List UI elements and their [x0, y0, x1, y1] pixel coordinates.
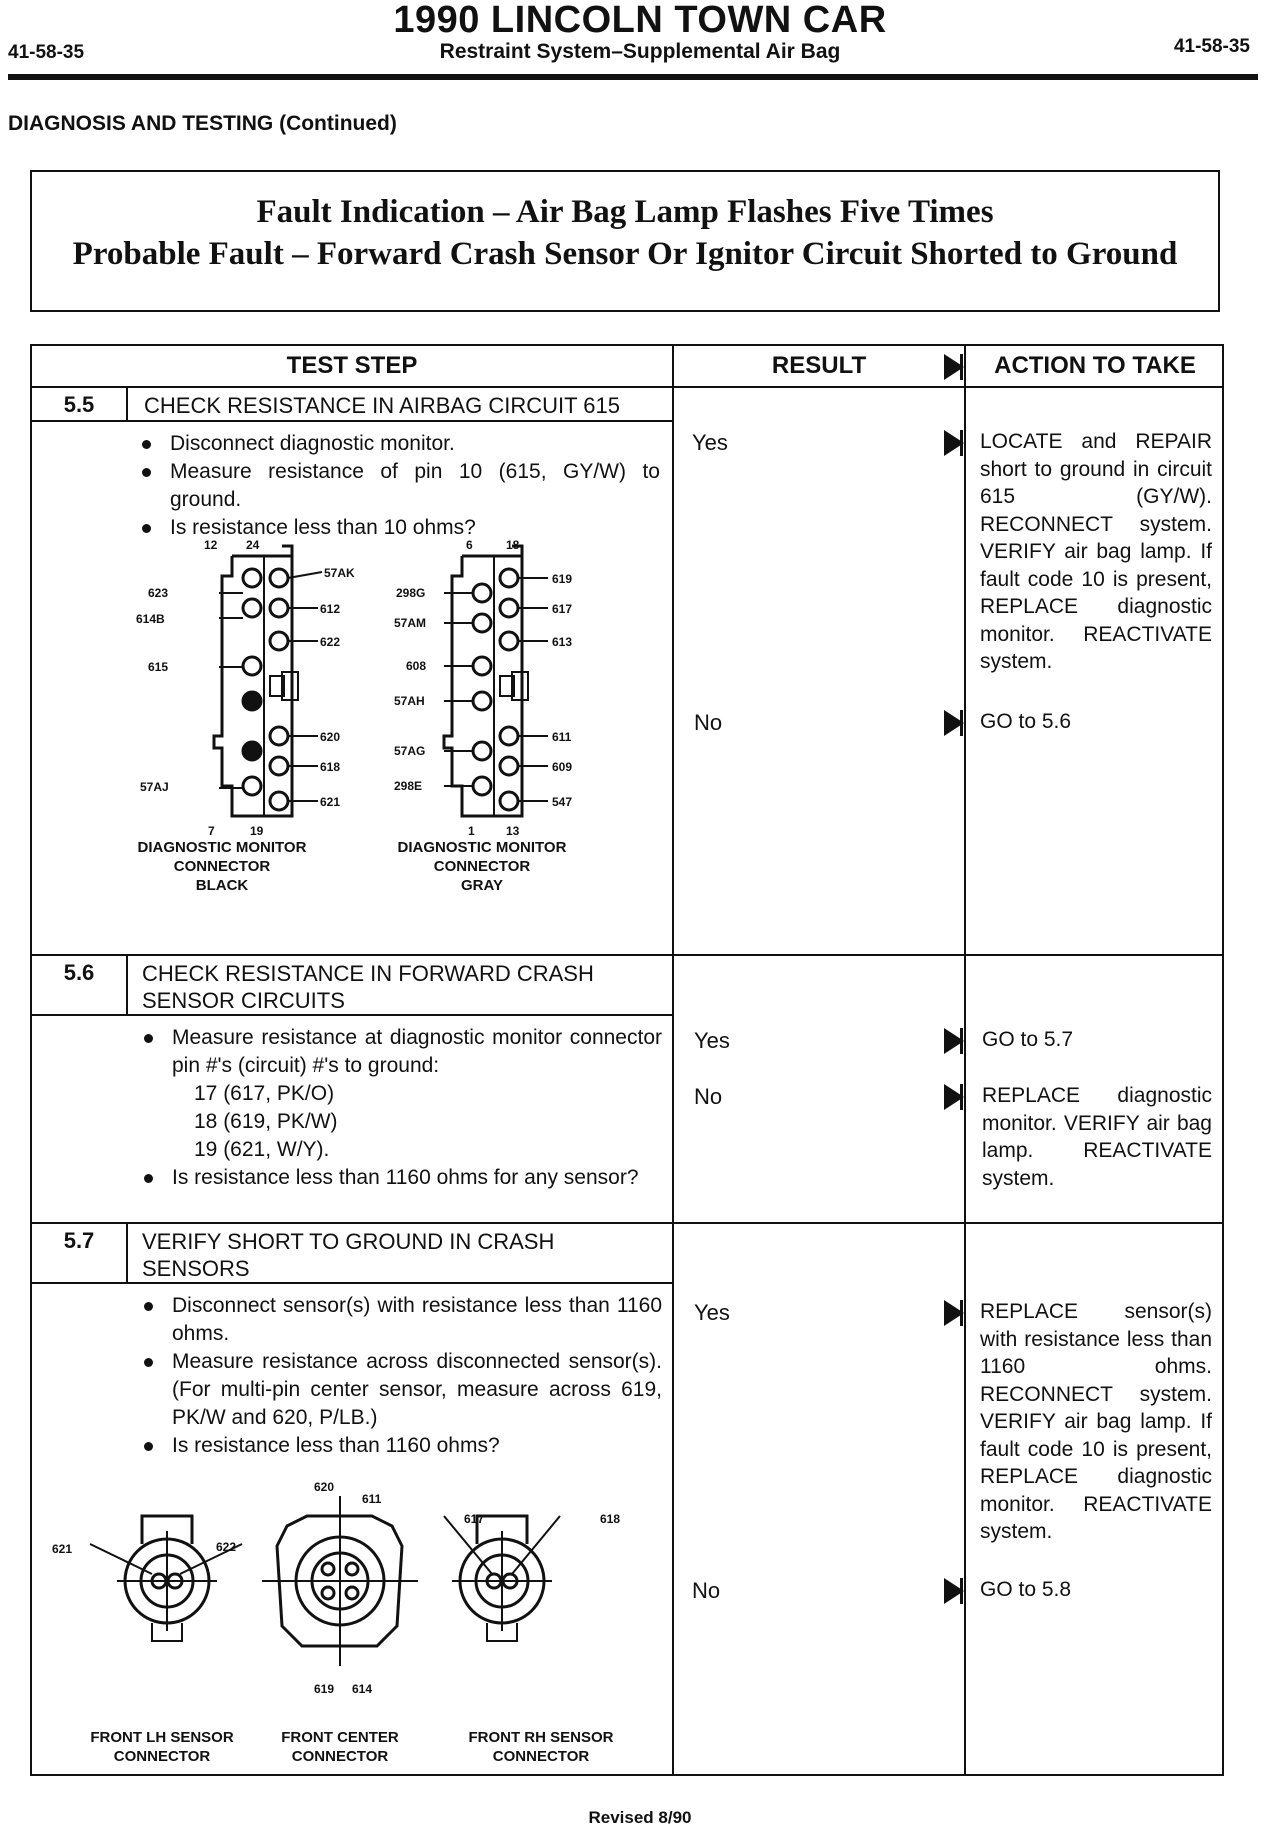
step-5-5-bullets [132, 430, 660, 542]
wire-label: 612 [320, 602, 341, 616]
wire-label: 622 [320, 635, 341, 649]
black-connector-label: DIAGNOSTIC MONITOR CONNECTOR BLACK [137, 839, 307, 894]
result-yes: Yes [694, 1300, 730, 1325]
wire-label: 57AM [394, 616, 427, 630]
sensor-connectors-diagram [72, 1486, 652, 1696]
gray-connector-drawing [444, 546, 548, 816]
step-5-6-number: 5.6 [63, 960, 95, 985]
step-5-7-bullets [134, 1292, 662, 1460]
step-5-5-bullet: Measure resistance of pin 10 (615, GY/W) to ground. [132, 458, 660, 514]
pin-number: 24 [246, 538, 260, 552]
front-lh-sensor-drawing [90, 1516, 242, 1641]
step-5-5-bullet: Disconnect diagnostic monitor. [132, 430, 660, 458]
test-table [30, 344, 1224, 1776]
page-code-left: 41-58-35 [8, 42, 85, 63]
fault-box [30, 170, 1220, 312]
wire-label: 57AH [394, 694, 425, 708]
page-title: 1990 LINCOLN TOWN CAR [393, 0, 887, 41]
header-rule [8, 74, 1258, 80]
header-arrow-bar [960, 354, 963, 380]
front-rh-sensor-label: FRONT RH SENSOR CONNECTOR [468, 1729, 614, 1765]
arrow-bar [960, 710, 963, 736]
probable-fault: Probable Fault – Forward Crash Sensor Or Ignitor Circuit Shorted to Ground [72, 236, 1178, 272]
action-text: LOCATE and REPAIR short to ground in circuit 615 (GY/W). RECONNECT system. VERIFY air bag lamp. If fault code 10 is present, REPLACE diagnostic monitor. REACTIVATE system. [980, 430, 1212, 673]
col-divider-2 [964, 346, 966, 1774]
step-5-6-bullet: Measure resistance at diagnostic monitor connector pin #'s (circuit) #'s to ground: [134, 1024, 662, 1080]
wire-label: 547 [552, 795, 573, 809]
wire-label: 621 [320, 795, 341, 809]
wire-label: 623 [148, 586, 169, 600]
col-header-result: RESULT [771, 352, 867, 379]
step-5-7-bullet: Measure resistance across disconnected sensor(s). (For multi-pin center sensor, measure across 619, PK/W and 620, P/LB.) [134, 1348, 662, 1432]
page-code-right: 41-58-35 [1173, 36, 1250, 57]
wire-label: 620 [314, 1480, 335, 1494]
page-subtitle: Restraint System–Supplemental Air Bag [439, 40, 841, 63]
arrow-bar [960, 1028, 963, 1054]
action-text: GO to 5.6 [980, 710, 1072, 733]
wire-label: 617 [464, 1512, 485, 1526]
step-5-6-subitem: 19 (621, W/Y). [194, 1138, 330, 1161]
action-text: REPLACE sensor(s) with resistance less than 1160 ohms. RECONNECT system. VERIFY air bag lamp. If fault code 10 is present, REPLACE diagnostic monitor. REACTIVATE system. [980, 1300, 1212, 1543]
step-5-6-subitem: 17 (617, PK/O) [194, 1082, 335, 1105]
wire-label: 614B [136, 612, 165, 626]
pin-number: 7 [208, 824, 215, 838]
wire-label: 613 [552, 635, 573, 649]
step-5-5-bottom-rule [32, 954, 1224, 956]
front-rh-sensor-drawing [444, 1516, 560, 1641]
wire-label: 609 [552, 760, 573, 774]
wire-label: 298G [396, 586, 426, 600]
front-center-sensor-drawing [262, 1496, 418, 1666]
black-connector-drawing [214, 546, 322, 816]
action-text: GO to 5.8 [980, 1578, 1072, 1601]
wire-label: 615 [148, 660, 169, 674]
fault-indication: Fault Indication – Air Bag Lamp Flashes Five Times [256, 194, 994, 230]
step-5-5-bullet: Is resistance less than 10 ohms? [132, 514, 660, 542]
action-text: REPLACE diagnostic monitor. VERIFY air bag lamp. REACTIVATE system. [982, 1084, 1212, 1190]
step-5-6-title: CHECK RESISTANCE IN FORWARD CRASH SENSOR CIRCUITS [142, 961, 594, 1013]
wire-label: 611 [552, 730, 572, 744]
step-5-7-bullet: Is resistance less than 1160 ohms? [134, 1432, 662, 1460]
step-5-6-bottom-rule [32, 1222, 1224, 1224]
step-5-5-num-divider [126, 386, 128, 422]
step-5-5-title-rule [32, 420, 672, 422]
arrow-bar [960, 1084, 963, 1110]
wire-label: 57AJ [140, 780, 169, 794]
step-5-5-number: 5.5 [63, 392, 95, 417]
diagnostic-monitor-connectors-diagram [122, 536, 642, 876]
arrow-bar [960, 1578, 963, 1604]
arrow-bar [960, 430, 963, 456]
step-5-7-num-divider [126, 1222, 128, 1284]
pin-number: 12 [204, 538, 218, 552]
section-heading: DIAGNOSIS AND TESTING (Continued) [8, 112, 397, 135]
result-no: No [692, 1578, 721, 1603]
step-5-6-subitem: 18 (619, PK/W) [194, 1110, 338, 1133]
step-5-7-title-rule [32, 1282, 672, 1284]
col-header-test-step: TEST STEP [286, 352, 418, 379]
wire-label: 622 [216, 1540, 237, 1554]
step-5-7-title: VERIFY SHORT TO GROUND IN CRASH SENSORS [142, 1229, 555, 1281]
step-5-5-title: CHECK RESISTANCE IN AIRBAG CIRCUIT 615 [144, 393, 620, 418]
step-5-6-num-divider [126, 954, 128, 1016]
wire-label: 614 [352, 1682, 373, 1696]
pin-number: 13 [506, 824, 520, 838]
result-yes: Yes [694, 1028, 730, 1053]
step-5-6-bullet: Is resistance less than 1160 ohms for any sensor? [134, 1164, 662, 1192]
wire-label: 611 [362, 1492, 382, 1506]
action-text: GO to 5.7 [982, 1028, 1074, 1051]
step-5-6-bullets [134, 1024, 662, 1192]
wire-label: 619 [314, 1682, 335, 1696]
col-header-action: ACTION TO TAKE [994, 352, 1196, 379]
result-no: No [694, 710, 723, 735]
front-lh-sensor-label: FRONT LH SENSOR CONNECTOR [90, 1729, 234, 1765]
pin-number: 1 [468, 824, 475, 838]
front-center-sensor-label: FRONT CENTER CONNECTOR [281, 1729, 399, 1765]
result-yes: Yes [692, 430, 728, 455]
pin-number: 18 [506, 538, 520, 552]
step-5-7-bullet: Disconnect sensor(s) with resistance less than 1160 ohms. [134, 1292, 662, 1348]
wire-label: 621 [52, 1542, 73, 1556]
wire-label: 618 [600, 1512, 621, 1526]
wire-label: 57AK [324, 566, 355, 580]
header-rule-bottom [32, 386, 1224, 388]
gray-connector-label: DIAGNOSTIC MONITOR CONNECTOR GRAY [397, 839, 567, 894]
wire-label: 608 [406, 659, 427, 673]
wire-label: 617 [552, 602, 573, 616]
col-divider-1 [672, 346, 674, 1774]
pin-number: 6 [466, 538, 473, 552]
step-5-6-title-rule [32, 1014, 672, 1016]
wire-label: 619 [552, 572, 573, 586]
step-5-7-number: 5.7 [63, 1228, 95, 1253]
pin-number: 19 [250, 824, 264, 838]
arrow-bar [960, 1300, 963, 1326]
wire-label: 57AG [394, 744, 426, 758]
wire-label: 620 [320, 730, 341, 744]
wire-label: 618 [320, 760, 341, 774]
footer-revision: Revised 8/90 [588, 1808, 692, 1827]
wire-label: 298E [394, 779, 423, 793]
result-no: No [694, 1084, 723, 1109]
